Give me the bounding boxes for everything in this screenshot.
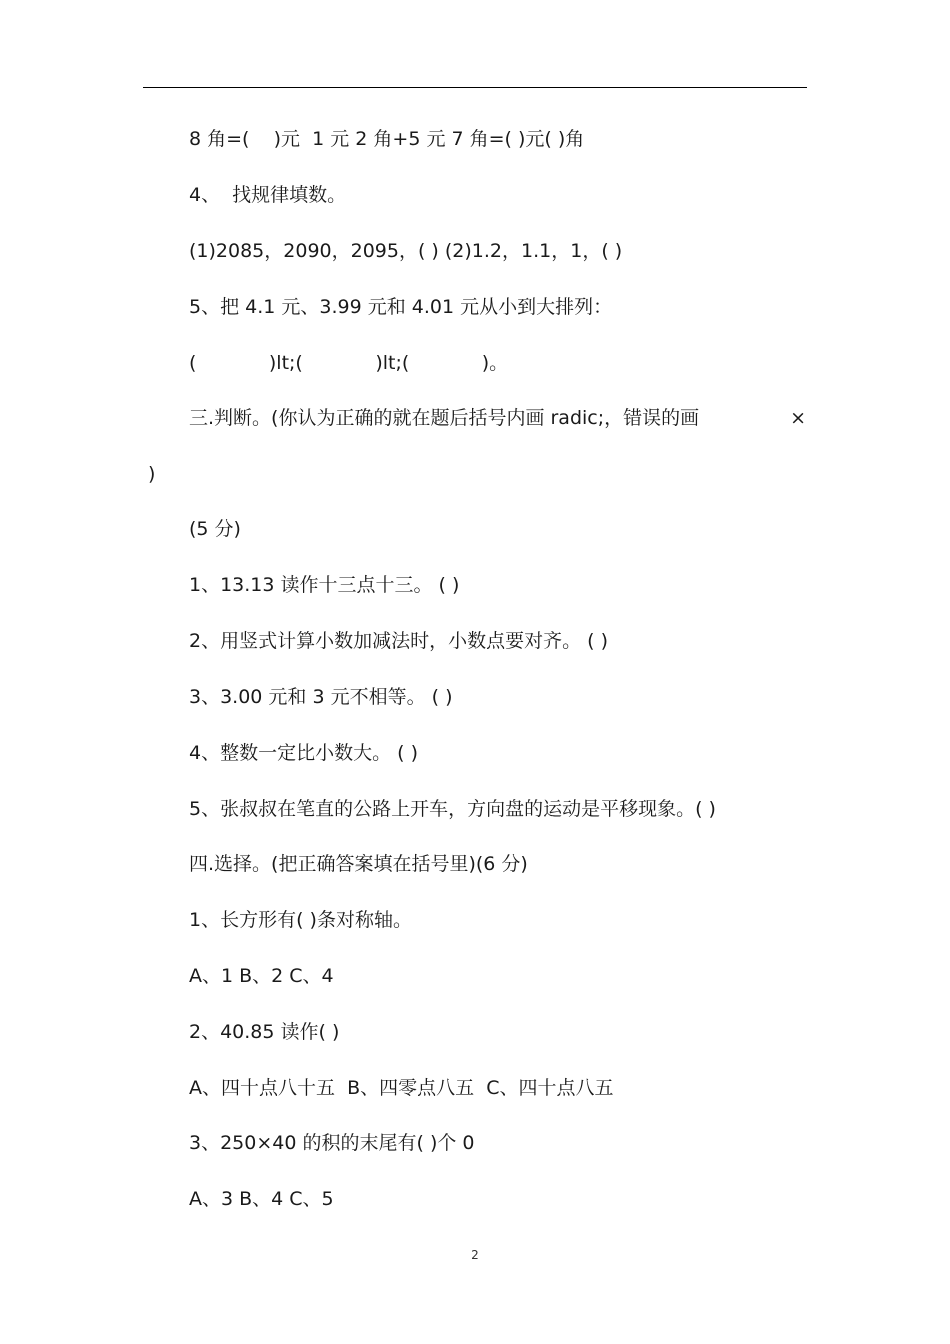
money-conversion-question: 8 角=( )元 1 元 2 角+5 元 7 角=( )元( )角 <box>189 128 585 150</box>
section-3-heading <box>189 406 806 430</box>
choice-question-2: 2、40.85 读作( ) <box>189 1021 340 1043</box>
ordering-blanks: ( )lt;( )lt;( )。 <box>189 352 509 374</box>
section-3-heading-cross: × <box>790 407 806 429</box>
header-rule <box>143 87 807 88</box>
choice-options-1: A、1 B、2 C、4 <box>189 965 334 987</box>
question-4-heading: 4、 找规律填数。 <box>189 184 347 206</box>
judge-item-1: 1、13.13 读作十三点十三。 ( ) <box>189 574 460 596</box>
section-3-heading-text: 三.判断。(你认为正确的就在题后括号内画 radic;，错误的画 <box>189 407 700 429</box>
page-number: 2 <box>471 1248 479 1262</box>
choice-options-2: A、四十点八十五 B、四零点八五 C、四十点八五 <box>189 1077 614 1099</box>
judge-item-5: 5、张叔叔在笔直的公路上开车，方向盘的运动是平移现象。( ) <box>189 798 716 820</box>
choice-question-3: 3、250×40 的积的末尾有( )个 0 <box>189 1132 475 1154</box>
section-3-heading-close: ) <box>148 463 156 485</box>
section-3-points: (5 分) <box>189 518 241 540</box>
section-4-heading: 四.选择。(把正确答案填在括号里)(6 分) <box>189 853 528 875</box>
choice-options-3: A、3 B、4 C、5 <box>189 1188 334 1210</box>
question-5-ordering: 5、把 4.1 元、3.99 元和 4.01 元从小到大排列： <box>189 296 613 318</box>
choice-question-1: 1、长方形有( )条对称轴。 <box>189 909 412 931</box>
judge-item-3: 3、3.00 元和 3 元不相等。 ( ) <box>189 686 453 708</box>
judge-item-2: 2、用竖式计算小数加减法时，小数点要对齐。 ( ) <box>189 630 608 652</box>
judge-item-4: 4、整数一定比小数大。 ( ) <box>189 742 418 764</box>
pattern-sequences: (1)2085，2090，2095，( ) (2)1.2，1.1，1，( ) <box>189 240 623 262</box>
